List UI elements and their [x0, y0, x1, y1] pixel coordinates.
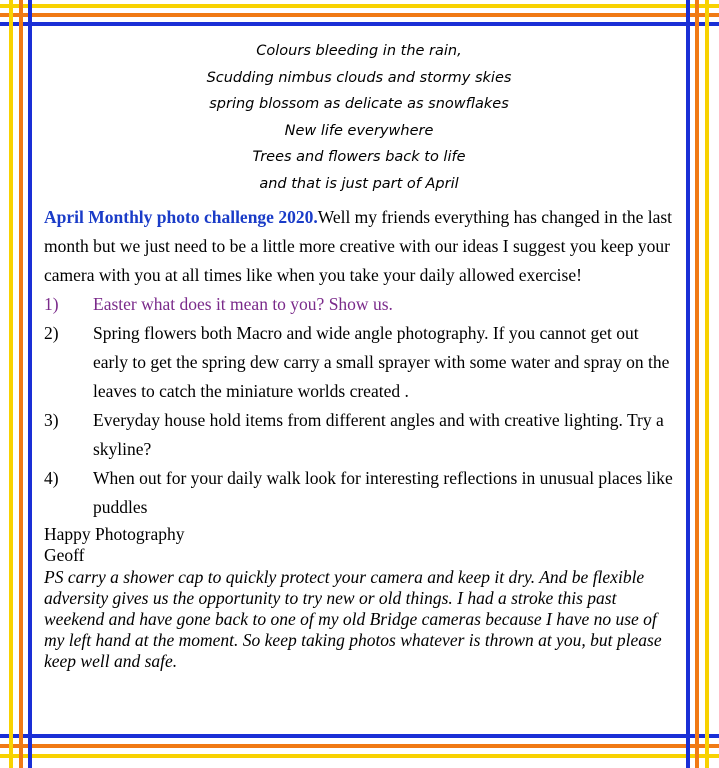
intro-text: Well my friends everything has changed in the last month but we just need to be a little more creative with our ideas I suggest you keep your camera with you at all times like when you take your daily allowed exercise! — [44, 207, 673, 285]
poem-line: New life everywhere — [284, 122, 434, 139]
list-item — [44, 464, 674, 522]
item-number: 3) — [44, 410, 59, 430]
list-item — [44, 290, 674, 319]
item-number: 2) — [44, 323, 59, 343]
list-item — [44, 319, 674, 406]
intro-paragraph — [44, 203, 674, 290]
frame-line — [0, 13, 719, 17]
item-text: Spring flowers both Macro and wide angle photography. If you cannot get out early to get the spring dew carry a small sprayer with some water and spray on the leaves to catch the miniature worlds created . — [93, 323, 670, 401]
poem — [44, 38, 674, 197]
signoff — [44, 524, 674, 566]
poem-line: Trees and flowers back to life — [252, 149, 466, 165]
signoff-name: Geoff — [44, 545, 85, 565]
frame-line — [705, 0, 709, 768]
frame-line — [0, 22, 719, 26]
frame-line — [686, 0, 690, 768]
item-number: 1) — [44, 294, 59, 314]
item-text: When out for your daily walk look for interesting reflections in unusual places like puddles — [93, 468, 673, 517]
postscript: PS carry a shower cap to quickly protect your camera and keep it dry. And be flexible adversity gives us the opportunity to try new or old things. I had a stroke this past weekend and have gone back to one of my old Bridge cameras because I have no use of my left hand at the moment. So keep taking photos whatever is thrown at you, but please keep well and safe. — [44, 567, 662, 671]
frame-line — [0, 744, 719, 748]
item-text: Everyday house hold items from different angles and with creative lighting. Try a skyline? — [93, 410, 664, 459]
poem-line: spring blossom as delicate as snowflakes — [209, 96, 509, 112]
poem-line: Scudding nimbus clouds and stormy skies — [206, 69, 512, 86]
item-text: Easter what does it mean to you? Show us. — [93, 294, 393, 314]
frame-line — [0, 4, 719, 8]
challenge-list — [44, 290, 674, 522]
frame-line — [0, 754, 719, 758]
challenge-heading: April Monthly photo challenge 2020. — [44, 207, 318, 227]
poem-line: Colours bleeding in the rain, — [256, 43, 462, 59]
list-item — [44, 406, 674, 464]
item-number: 4) — [44, 468, 59, 488]
frame-line — [19, 0, 23, 768]
frame-line — [28, 0, 32, 768]
frame-line — [9, 0, 13, 768]
poem-line: and that is just part of April — [259, 175, 459, 192]
frame-line — [695, 0, 699, 768]
document-body — [44, 38, 674, 672]
signoff-line: Happy Photography — [44, 524, 185, 544]
frame-line — [0, 734, 719, 738]
